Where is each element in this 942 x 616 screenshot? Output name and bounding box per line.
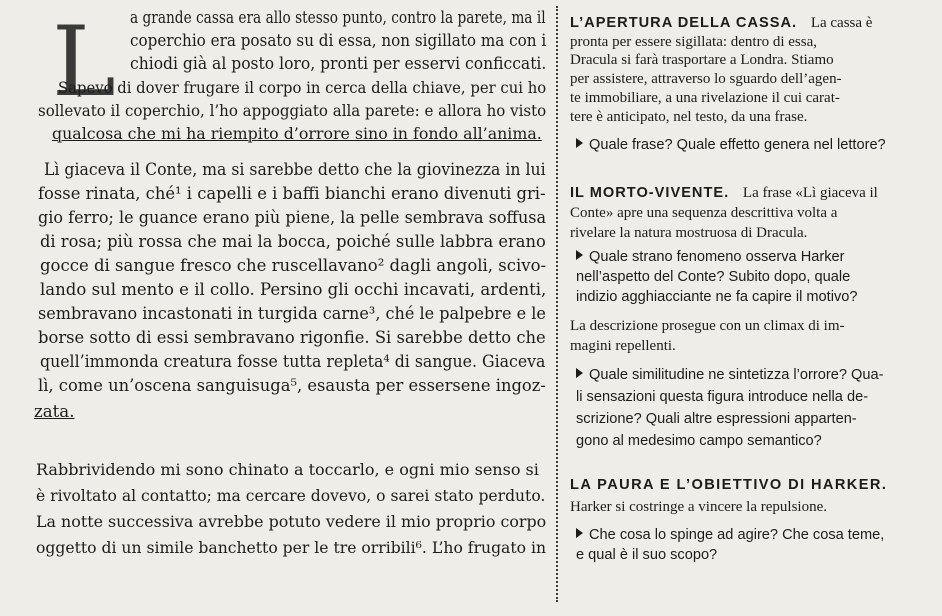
note-text: magini repellenti.	[570, 338, 676, 354]
text-line: è rivoltato al contatto; ma cercare dovevo, o sarei stato perduto.	[36, 486, 546, 505]
column-divider	[556, 6, 558, 602]
text-line: zata.	[34, 402, 75, 421]
note-heading-line	[570, 184, 878, 202]
note-text: La frase «Lì giaceva il	[742, 185, 878, 201]
underlined-text-line: qualcosa che mi ha riempito d’orrore sino in fondo all’anima.	[52, 124, 542, 143]
question-text: Quale frase? Quale effetto genera nel lettore?	[589, 137, 886, 153]
question-text: nell’aspetto del Conte? Subito dopo, quale	[576, 269, 851, 285]
note-text: La cassa è	[810, 15, 873, 31]
question-text: scrizione? Quali altre espressioni apparten-	[576, 411, 857, 427]
text-line: gio ferro; le guance erano più piene, la pelle sembrava soffusa	[38, 208, 547, 227]
text-line: lando sul mento e il collo. Persino gli occhi incavati, ardenti,	[40, 280, 547, 299]
text-line: lì, come un’oscena sanguisuga⁵, esausta per essersene ingoz-	[38, 376, 546, 395]
text-line: a grande cassa era allo stesso punto, contro la parete, ma il	[130, 8, 546, 27]
note-text: rivelare la natura mostruosa di Dracula.	[570, 225, 808, 241]
text-line: Lì giaceva il Conte, ma si sarebbe detto che la giovinezza in lui	[44, 160, 546, 179]
text-line: La notte successiva avrebbe potuto vedere il mio proprio corpo	[36, 512, 547, 531]
text-line: di rosa; più rossa che mai la bocca, poiché sulle labbra erano	[40, 232, 546, 251]
text-line: sembravano incastonati in turgida carne³, ché le palpebre e le	[38, 304, 546, 323]
note-text: te immobiliare, a una rivelazione il cui carat-	[570, 90, 840, 106]
text-line: gocce di sangue fresco che ruscellavano² dagli angoli, scivo-	[40, 256, 547, 275]
note-heading-line	[570, 476, 887, 494]
note-text: Dracula si farà trasportare a Londra. Stiamo	[570, 52, 834, 68]
note-text: pronta per essere sigillata: dentro di essa,	[570, 34, 818, 50]
text-line: Rabbrividendo mi sono chinato a toccarlo, e ogni mio senso si	[36, 460, 539, 479]
note-heading-morto-vivente: IL MORTO-VIVENTE.	[570, 185, 730, 201]
arrow-right-icon	[576, 250, 583, 260]
question-line	[576, 526, 884, 544]
question-text: Quale similitudine ne sintetizza l’orrore? Qua-	[589, 367, 884, 383]
text-line: borse sotto di essi sembravano rigonfie. Si sarebbe detto che	[38, 328, 546, 347]
question-line	[576, 136, 886, 154]
text-line: chiodi già al posto loro, pronti per esservi conficcati.	[130, 54, 547, 73]
question-text: li sensazioni questa figura introduce nella de-	[576, 389, 869, 405]
text-line: fosse rinata, ché¹ i capelli e i baffi bianchi erano divenuti gri-	[38, 184, 546, 203]
question-text: Che cosa lo spinge ad agire? Che cosa teme,	[589, 527, 885, 543]
question-text: indizio agghiacciante ne fa capire il motivo?	[576, 289, 858, 305]
margin-notes-column	[570, 0, 942, 616]
note-heading-paura: LA PAURA E L’OBIETTIVO DI HARKER.	[570, 477, 888, 493]
note-heading-apertura: L’APERTURA DELLA CASSA.	[570, 15, 798, 31]
text-line: quell’immonda creatura fosse tutta repleta⁴ di sangue. Giaceva	[40, 352, 546, 371]
drop-cap: L	[52, 6, 116, 118]
question-text: gono al medesimo campo semantico?	[576, 433, 822, 449]
text-line: coperchio era posato su di essa, non sigillato ma con i	[130, 31, 547, 50]
text-line: Sapevo di dover frugare il corpo in cerca della chiave, per cui ho	[58, 78, 547, 97]
question-line	[576, 248, 845, 266]
text-line: sollevato il coperchio, l’ho appoggiato alla parete: e allora ho visto	[38, 101, 547, 120]
text-line: oggetto di un simile banchetto per le tre orribili⁶. L’ho frugato in	[36, 538, 547, 557]
question-text: Quale strano fenomeno osserva Harker	[589, 249, 845, 265]
question-text: e qual è il suo scopo?	[576, 547, 718, 563]
note-text: Conte» apre una sequenza descrittiva volta a	[570, 205, 838, 221]
note-text: tere è anticipato, nel testo, da una frase.	[570, 109, 808, 125]
arrow-right-icon	[576, 368, 583, 378]
arrow-right-icon	[576, 138, 583, 148]
question-line	[576, 366, 883, 384]
note-text: La descrizione prosegue con un climax di im-	[570, 318, 845, 334]
note-text: Harker si costringe a vincere la repulsione.	[570, 499, 827, 515]
arrow-right-icon	[576, 528, 583, 538]
note-text: per assistere, attraverso lo sguardo dell’agen-	[570, 71, 842, 87]
note-heading-line	[570, 14, 872, 32]
